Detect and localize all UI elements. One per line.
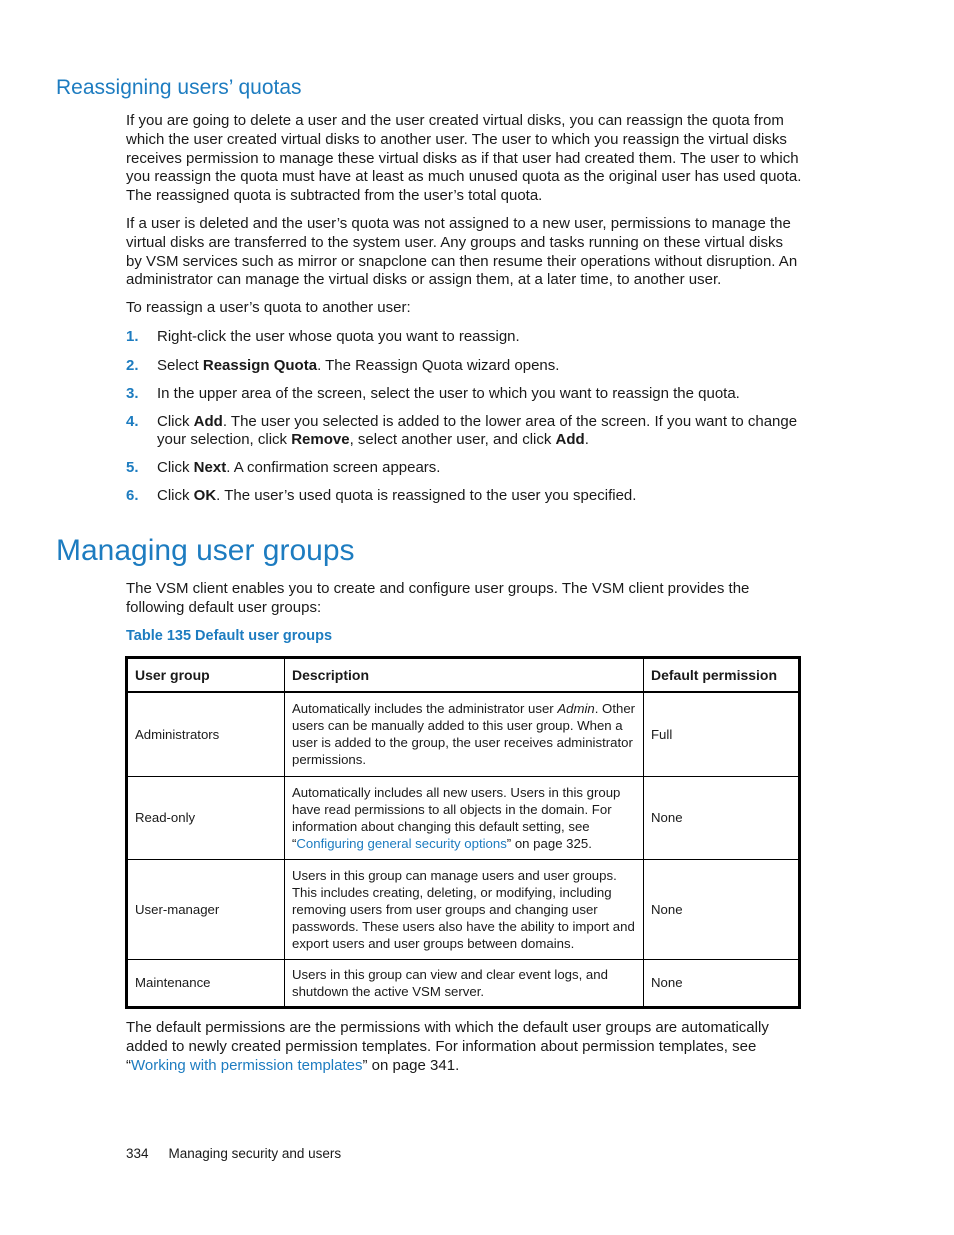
default-user-groups-table bbox=[125, 656, 801, 1009]
column-header: Default permission bbox=[644, 658, 800, 693]
table-row bbox=[127, 776, 800, 859]
ui-label: Next bbox=[193, 459, 227, 476]
column-header: Description bbox=[285, 658, 644, 693]
column-header: User group bbox=[127, 658, 285, 693]
paragraph-deleted-user: If a user is deleted and the user’s quota was not assigned to a new user, permissions to manage the virtual disks are transferred to the system user. Any groups and tasks running on these virtual disks by VSM services such as mirror or snapclone can then resume their operations without disruption. An administrator can manage the virtual disks or assign them, at a later time, to another user. bbox=[126, 215, 798, 289]
paragraph-reassign-intro: If you are going to delete a user and the user created virtual disks, you can reassign the quota from which the user created virtual disks to another user. The user to which you reassign the virtual disks receives permission to manage these virtual disks as if that user had created them. The user to which you reassign the quota must have at least as much unused quota as the original user has used quota. The reassigned quota is subtracted from the user’s total quota. bbox=[126, 112, 802, 205]
ui-label: Add bbox=[555, 431, 585, 449]
table-row bbox=[127, 959, 800, 1007]
page-number: 334 bbox=[126, 1146, 149, 1161]
description-cell: Users in this group can manage users and user groups. This includes creating, deleting, or modifying, including removing users from user groups and changing user passwords. These users also have the ability to import and export users and user groups between domains. bbox=[285, 859, 644, 959]
step-number: 5. bbox=[126, 459, 139, 476]
step-item: 2. Select Reassign Quota. The Reassign Quota wizard opens. bbox=[126, 357, 560, 374]
page-title: Managing user groups bbox=[56, 534, 355, 567]
description-cell: Users in this group can view and clear event logs, and shutdown the active VSM server. bbox=[285, 959, 644, 1007]
permission-cell: None bbox=[644, 959, 800, 1007]
step-item: 3. In the upper area of the screen, select the user to which you want to reassign the quota. bbox=[126, 385, 740, 402]
table-header-row bbox=[127, 658, 800, 693]
step-number: 1. bbox=[126, 328, 139, 345]
step-number: 3. bbox=[126, 385, 139, 402]
step-item: 5. Click Next. A confirmation screen appears. bbox=[126, 459, 441, 476]
security-options-link[interactable]: Configuring general security options bbox=[296, 835, 507, 851]
step-item: 4. Click Add. The user you selected is added to the lower area of the screen. If you want to change your selection, click Remove, select another user, and click Add. bbox=[126, 413, 798, 449]
paragraph-groups-intro: The VSM client enables you to create and configure user groups. The VSM client provides the following default user groups: bbox=[126, 580, 750, 616]
table-caption: Table 135 Default user groups bbox=[126, 628, 333, 644]
description-cell: Automatically includes all new users. Users in this group have read permissions to all objects in the domain. For information about changing this default setting, see “Configuring general security options” on page 325. bbox=[285, 776, 644, 859]
step-number: 2. bbox=[126, 357, 139, 374]
description-cell: Automatically includes the administrator user Admin. Other users can be manually added to this user group. When a user is added to the group, the user receives administrator permissions. bbox=[285, 692, 644, 776]
step-item: 6. Click OK. The user’s used quota is reassigned to the user you specified. bbox=[126, 487, 637, 504]
group-cell: Maintenance bbox=[127, 959, 285, 1007]
paragraph-procedure-intro: To reassign a user’s quota to another user: bbox=[126, 299, 411, 316]
group-cell: Administrators bbox=[127, 692, 285, 776]
permission-cell: None bbox=[644, 776, 800, 859]
ui-label: Reassign Quota bbox=[202, 357, 318, 374]
paragraph-default-permissions: The default permissions are the permissions with which the default user groups are automatically added to newly created permission templates. For information about permission templates, see “Working with permission templates” on page 341. bbox=[126, 1019, 769, 1074]
permission-templates-link[interactable]: Working with permission templates bbox=[131, 1056, 363, 1074]
section-heading: Reassigning users’ quotas bbox=[56, 76, 302, 99]
ui-label: Add bbox=[193, 413, 223, 430]
ui-label: Remove bbox=[291, 431, 350, 449]
chapter-title: Managing security and users bbox=[168, 1146, 342, 1161]
step-number: 6. bbox=[126, 487, 139, 504]
permission-cell: Full bbox=[644, 692, 800, 776]
group-cell: Read-only bbox=[127, 776, 285, 859]
table-row bbox=[127, 859, 800, 959]
table-row bbox=[127, 692, 800, 776]
ui-label: OK bbox=[193, 487, 217, 504]
page-footer bbox=[126, 1146, 341, 1161]
group-cell: User-manager bbox=[127, 859, 285, 959]
step-number: 4. bbox=[126, 413, 139, 430]
permission-cell: None bbox=[644, 859, 800, 959]
step-item: 1. Right-click the user whose quota you want to reassign. bbox=[126, 328, 520, 345]
